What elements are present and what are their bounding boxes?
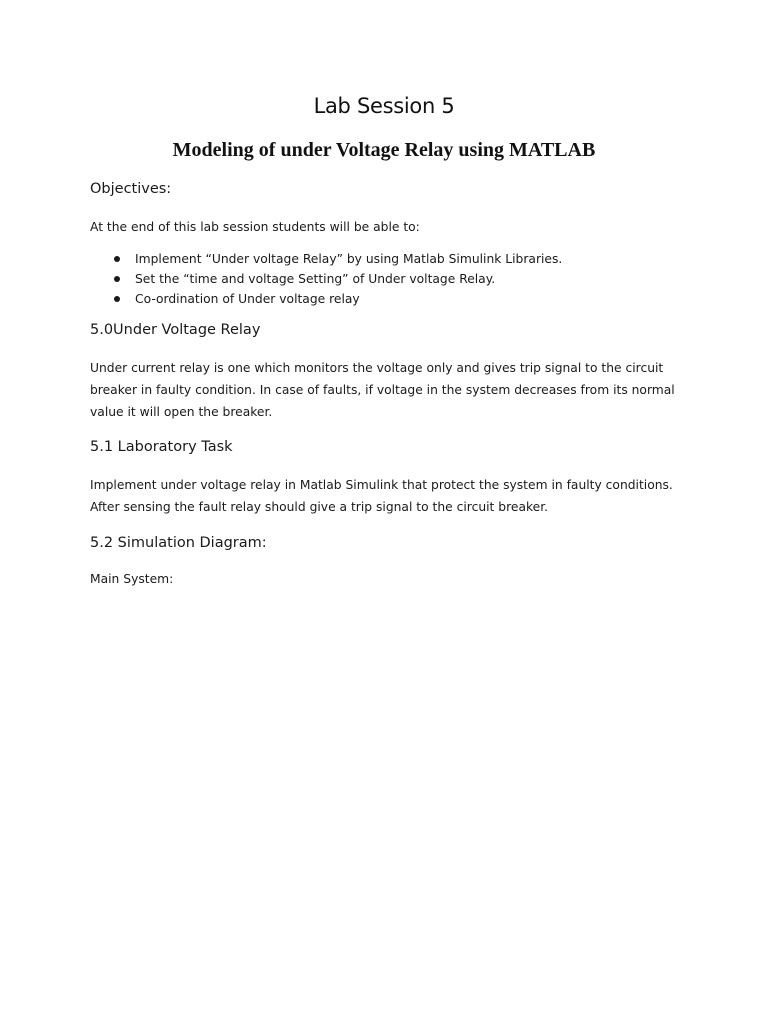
section-5-1-body: Implement under voltage relay in Matlab Simulink that protect the system in faulty conditions. After sensing the fault relay should give a trip signal to the circuit breaker. — [90, 478, 673, 514]
section-5-2-heading: 5.2 Simulation Diagram: — [90, 535, 267, 551]
objectives-list — [90, 249, 562, 309]
objectives-intro: At the end of this lab session students will be able to: — [90, 220, 420, 234]
page-title: Lab Session 5 — [313, 94, 455, 118]
main-system-label: Main System: — [90, 572, 174, 586]
list-item — [90, 249, 562, 269]
section-5-1-heading: 5.1 Laboratory Task — [90, 439, 233, 455]
list-item-text: Co-ordination of Under voltage relay — [135, 292, 360, 306]
bullet-icon — [114, 296, 120, 302]
bullet-icon — [114, 256, 120, 262]
section-5-0-body: Under current relay is one which monitors the voltage only and gives trip signal to the circuit breaker in faulty condition. In case of faults, if voltage in the system decreases from its normal value it will open the breaker. — [90, 361, 675, 419]
page-subtitle: Modeling of under Voltage Relay using MATLAB — [172, 139, 596, 161]
section-5-0-heading: 5.0Under Voltage Relay — [90, 322, 261, 338]
objectives-heading: Objectives: — [90, 181, 172, 197]
list-item-text: Implement “Under voltage Relay” by using Matlab Simulink Libraries. — [135, 252, 563, 266]
bullet-icon — [114, 276, 120, 282]
list-item-text: Set the “time and voltage Setting” of Under voltage Relay. — [135, 272, 496, 286]
list-item — [90, 269, 562, 289]
list-item — [90, 289, 562, 309]
